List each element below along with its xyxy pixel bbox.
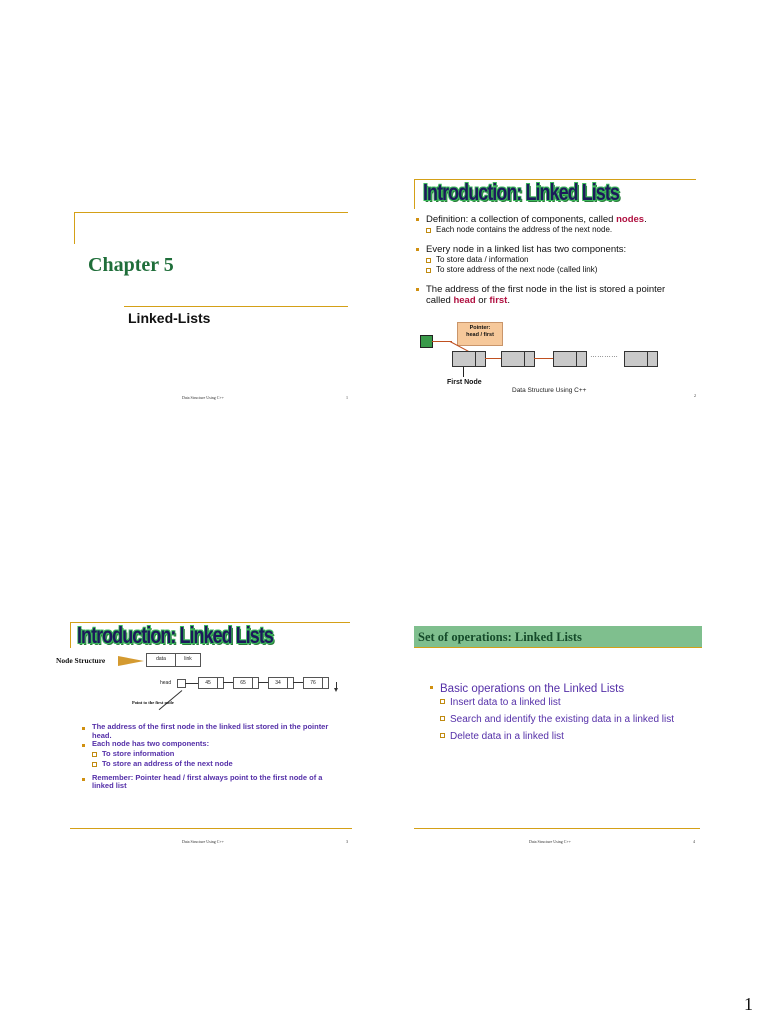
- slide1-left-rule: [74, 212, 75, 244]
- slide3-bullets: [80, 723, 345, 791]
- slide2-footer: Data Structure Using C++: [512, 387, 587, 394]
- value-arrow-2: [258, 682, 268, 683]
- slide3-title: Introduction: Linked Lists: [77, 622, 273, 648]
- slide2-bullet-3: The address of the first node in the list is stored a pointer called head or first.: [414, 284, 704, 306]
- slide3-bullet-2: Each node has two components:: [80, 740, 345, 749]
- point-to-first-label: Point to the first node: [132, 700, 174, 705]
- slide-2: [410, 175, 710, 405]
- slide3-footer: Data Structure Using C++: [182, 839, 224, 844]
- first-node-label: First Node: [447, 379, 482, 386]
- list-node-2: [501, 351, 535, 367]
- slide2-sub-3: To store address of the next node (called link): [426, 265, 704, 276]
- node-structure-label: Node Structure: [56, 656, 106, 665]
- value-arrow-3: [293, 682, 303, 683]
- value-link-4: [322, 677, 329, 689]
- link-arrow-2: [534, 358, 553, 359]
- value-link-2: [252, 677, 259, 689]
- slide1-footer: Data Structure Using C++: [182, 395, 224, 400]
- slide3-bottom-rule: [70, 828, 352, 829]
- slide4-bottom-rule: [414, 828, 700, 829]
- link-arrow-1: [485, 358, 501, 359]
- data-cell: data: [146, 653, 176, 667]
- nodes-emphasis: nodes: [616, 214, 645, 225]
- slide3-page-number: 3: [346, 839, 348, 844]
- slide-1: [60, 190, 360, 420]
- page-number: 1: [744, 994, 753, 1014]
- head-arrow: [185, 683, 198, 684]
- slide4-sub-2: Search and identify the existing data in a linked list: [440, 713, 706, 726]
- list-node-3: [553, 351, 587, 367]
- value-node-4: 76: [303, 677, 323, 689]
- value-link-1: [217, 677, 224, 689]
- slide4-sub-3: Delete data in a linked list: [440, 730, 706, 743]
- slide3-sub-1: To store information: [92, 749, 345, 759]
- slide-4: [410, 620, 710, 850]
- link-cell: link: [175, 653, 201, 667]
- slide2-bullet-2: Every node in a linked list has two components:: [414, 244, 704, 255]
- ellipsis-dots: …………: [590, 352, 618, 359]
- first-emphasis: first: [489, 294, 508, 306]
- slide3-bullet-1: The address of the first node in the linked list stored in the pointer head.: [80, 723, 345, 740]
- node-structure-arrow: [118, 656, 144, 666]
- slide4-page-number: 4: [693, 839, 695, 844]
- list-node-1: [452, 351, 486, 367]
- slide4-title: Set of operations: Linked Lists: [418, 630, 582, 644]
- pointer-label: Pointer: head / first: [457, 322, 503, 346]
- slide2-sub-2: To store data / information: [426, 255, 704, 266]
- slide2-left-rule: [414, 179, 415, 209]
- slide4-bullet-1: Basic operations on the Linked Lists: [428, 682, 706, 696]
- value-node-1: 45: [198, 677, 218, 689]
- slide1-top-rule: [74, 212, 348, 213]
- head-label: head: [160, 680, 172, 686]
- slide1-title: Chapter 5: [88, 254, 174, 276]
- list-node-last: [624, 351, 658, 367]
- null-arrow-head: [334, 688, 338, 692]
- slide1-page-number: 1: [346, 395, 348, 400]
- value-link-3: [287, 677, 294, 689]
- slide4-bullets: [428, 682, 706, 743]
- value-arrow-1: [223, 682, 233, 683]
- slide2-page-number: 2: [694, 393, 696, 398]
- slide2-bullets: [414, 214, 704, 306]
- value-node-3: 34: [268, 677, 288, 689]
- head-emphasis: head: [453, 294, 476, 306]
- value-node-2: 65: [233, 677, 253, 689]
- slide4-sub-1: Insert data to a linked list: [440, 696, 706, 709]
- slide1-subtitle: Linked-Lists: [128, 310, 211, 326]
- slide3-sub-2: To store an address of the next node: [92, 759, 345, 769]
- slide2-title: Introduction: Linked Lists: [423, 179, 619, 205]
- slide2-sub-1: Each node contains the address of the next node.: [426, 225, 704, 236]
- slide1-subtitle-rule: [124, 306, 348, 307]
- slide-3: [56, 620, 360, 850]
- slide3-left-rule: [70, 622, 71, 648]
- slide3-bullet-3: Remember: Pointer head / first always point to the first node of a linked list: [80, 774, 345, 791]
- slide2-bullet-1: Definition: a collection of components, called nodes.: [414, 214, 704, 225]
- slide4-footer: Data Structure Using C++: [529, 839, 571, 844]
- first-node-arrow: [463, 367, 464, 377]
